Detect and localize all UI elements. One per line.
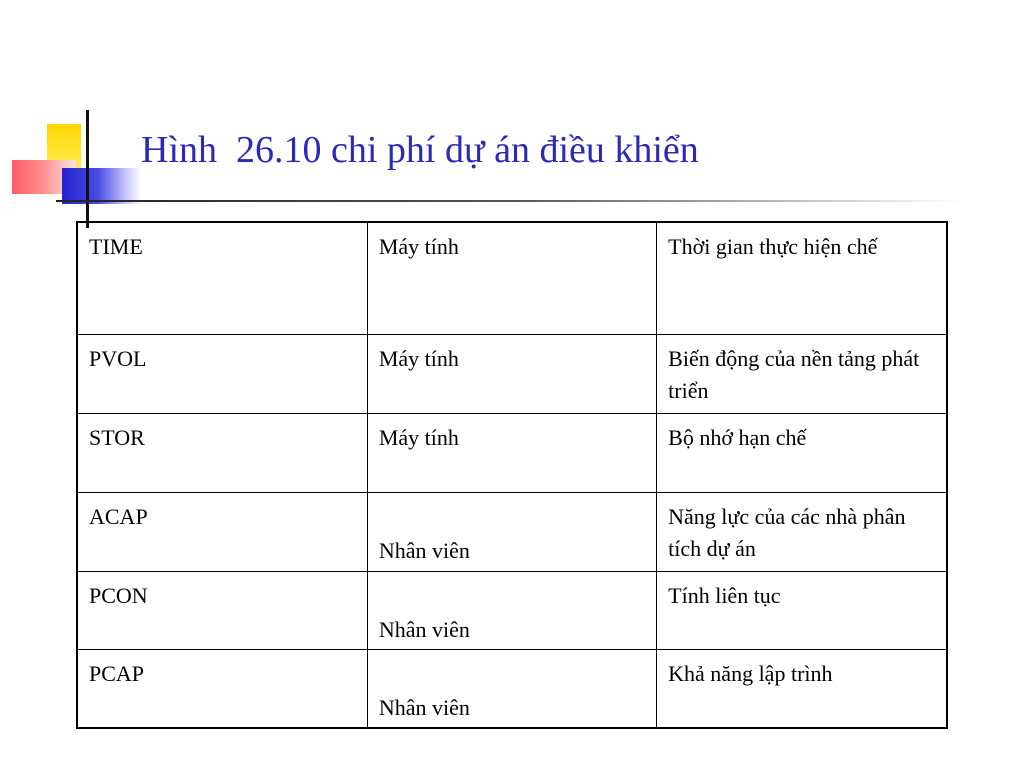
cell-code: STOR: [77, 413, 367, 492]
cell-code: PVOL: [77, 334, 367, 413]
cell-code: PCAP: [77, 649, 367, 728]
slide-title: Hình 26.10 chi phí dự án điều khiển: [141, 129, 699, 171]
table-row: [77, 413, 947, 492]
cost-driver-table: [76, 221, 948, 729]
decorative-logo: [0, 0, 140, 240]
cell-category: Nhân viên: [367, 649, 656, 728]
table-row: [77, 649, 947, 728]
cell-category: Máy tính: [367, 222, 656, 334]
cell-description: Khả năng lập trình: [657, 649, 947, 728]
title-underline: [56, 200, 964, 202]
cell-description: Năng lực của các nhà phân tích dự án: [657, 492, 947, 571]
cell-category: Nhân viên: [367, 571, 656, 649]
cell-code: PCON: [77, 571, 367, 649]
cell-code: TIME: [77, 222, 367, 334]
cell-description: Thời gian thực hiện chế: [657, 222, 947, 334]
cell-category: Máy tính: [367, 413, 656, 492]
table-row: [77, 492, 947, 571]
cell-description: Biến động của nền tảng phát triển: [657, 334, 947, 413]
table-row: [77, 222, 947, 334]
logo-vertical-line: [86, 110, 89, 228]
cell-description: Bộ nhớ hạn chế: [657, 413, 947, 492]
cell-code: ACAP: [77, 492, 367, 571]
table-row: [77, 571, 947, 649]
cell-description: Tính liên tục: [657, 571, 947, 649]
cell-category: Máy tính: [367, 334, 656, 413]
logo-blue-square: [62, 168, 142, 204]
cell-category: Nhân viên: [367, 492, 656, 571]
table-row: [77, 334, 947, 413]
